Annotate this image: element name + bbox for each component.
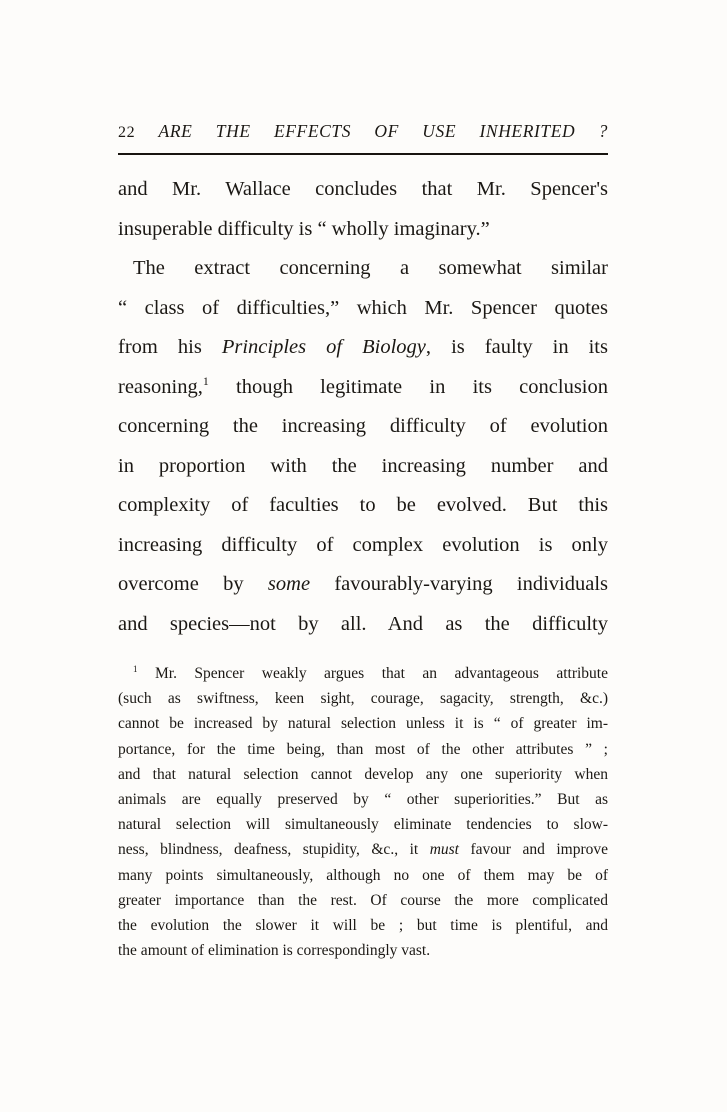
text-run: “ class of difficulties,” which Mr. Spencer quotes bbox=[118, 296, 608, 319]
text-run: the amount of elimination is correspondingly vast. bbox=[118, 942, 431, 960]
footnote-reference: 1 bbox=[133, 663, 138, 674]
footnote-line bbox=[118, 787, 608, 812]
footnote-line bbox=[118, 661, 608, 686]
footnote-line bbox=[118, 737, 608, 762]
text-run: Mr. Spencer weakly argues that an advantageous attribute bbox=[137, 665, 608, 682]
text-run: cannot be increased by natural selection unless it is “ of greater im- bbox=[118, 715, 608, 733]
text-run: The extract concerning a somewhat similar bbox=[133, 257, 608, 279]
text-line bbox=[118, 486, 608, 526]
text-run: ness, blindness, deafness, stupidity, &c., it bbox=[118, 841, 430, 859]
text-line bbox=[118, 249, 608, 289]
text-line bbox=[118, 328, 608, 368]
text-run: reasoning, bbox=[118, 375, 203, 398]
text-run: though legitimate in its conclusion bbox=[208, 375, 608, 398]
footnote-line bbox=[118, 812, 608, 837]
text-run: greater importance than the rest. Of course the more complicated bbox=[118, 891, 608, 909]
body-paragraph bbox=[118, 249, 608, 644]
footnote-line bbox=[118, 938, 608, 963]
footnote-line bbox=[118, 888, 608, 913]
text-run: favourably-varying individuals bbox=[310, 573, 608, 595]
text-run: portance, for the time being, than most of the other attributes ” ; bbox=[118, 740, 608, 758]
page-number: 22 bbox=[118, 124, 136, 141]
text-run: concerning the increasing difficulty of evolution bbox=[118, 415, 608, 437]
footnote-reference: 1 bbox=[202, 373, 209, 388]
footnote-line bbox=[118, 863, 608, 888]
text-line bbox=[118, 368, 608, 408]
text-run: (such as swiftness, keen sight, courage, sagacity, strength, &c.) bbox=[118, 690, 608, 708]
text-line bbox=[118, 289, 608, 329]
footnote-line bbox=[118, 837, 608, 862]
text-run: complexity of faculties to be evolved. But this bbox=[118, 494, 608, 516]
text-run: , is faulty in its bbox=[425, 336, 608, 358]
text-run: insuperable difficulty is “ wholly imaginary.” bbox=[118, 217, 490, 240]
body-text bbox=[118, 170, 608, 644]
text-run: overcome by bbox=[118, 573, 268, 595]
running-header bbox=[118, 120, 608, 155]
header-rule bbox=[118, 153, 608, 155]
text-line bbox=[118, 526, 608, 566]
text-run: must bbox=[429, 841, 459, 859]
text-line bbox=[118, 447, 608, 487]
text-run: animals are equally preserved by “ other superiorities.” But as bbox=[118, 791, 608, 809]
header-line bbox=[118, 120, 608, 144]
text-column bbox=[118, 120, 608, 963]
text-line bbox=[118, 565, 608, 605]
footnote-line bbox=[118, 711, 608, 736]
text-line bbox=[118, 407, 608, 447]
text-run: and Mr. Wallace concludes that Mr. Spencer's bbox=[118, 178, 608, 200]
text-run: many points simultaneously, although no one of them may be of bbox=[118, 866, 608, 884]
footnote bbox=[118, 661, 608, 963]
text-line bbox=[118, 210, 608, 250]
text-run: some bbox=[267, 573, 311, 595]
text-run: and species—not by all. And as the difficulty bbox=[118, 612, 608, 635]
page-title: ARE THE EFFECTS OF USE INHERITED ? bbox=[158, 121, 608, 141]
footnote-line bbox=[118, 762, 608, 787]
text-line bbox=[118, 605, 608, 645]
text-run: in proportion with the increasing number and bbox=[118, 454, 608, 477]
text-run: and that natural selection cannot develop any one superiority when bbox=[118, 765, 608, 783]
text-run: natural selection will simultaneously eliminate tendencies to slow- bbox=[118, 816, 608, 834]
text-line bbox=[118, 170, 608, 210]
text-run: Principles of Biology bbox=[221, 336, 426, 358]
text-run: the evolution the slower it will be ; but time is plentiful, and bbox=[118, 917, 608, 935]
footnote-line bbox=[118, 913, 608, 938]
body-paragraph bbox=[118, 170, 608, 249]
text-run: favour and improve bbox=[458, 841, 608, 859]
text-run: from his bbox=[118, 336, 222, 358]
text-run: increasing difficulty of complex evolution is only bbox=[118, 533, 608, 556]
footnote-line bbox=[118, 686, 608, 711]
